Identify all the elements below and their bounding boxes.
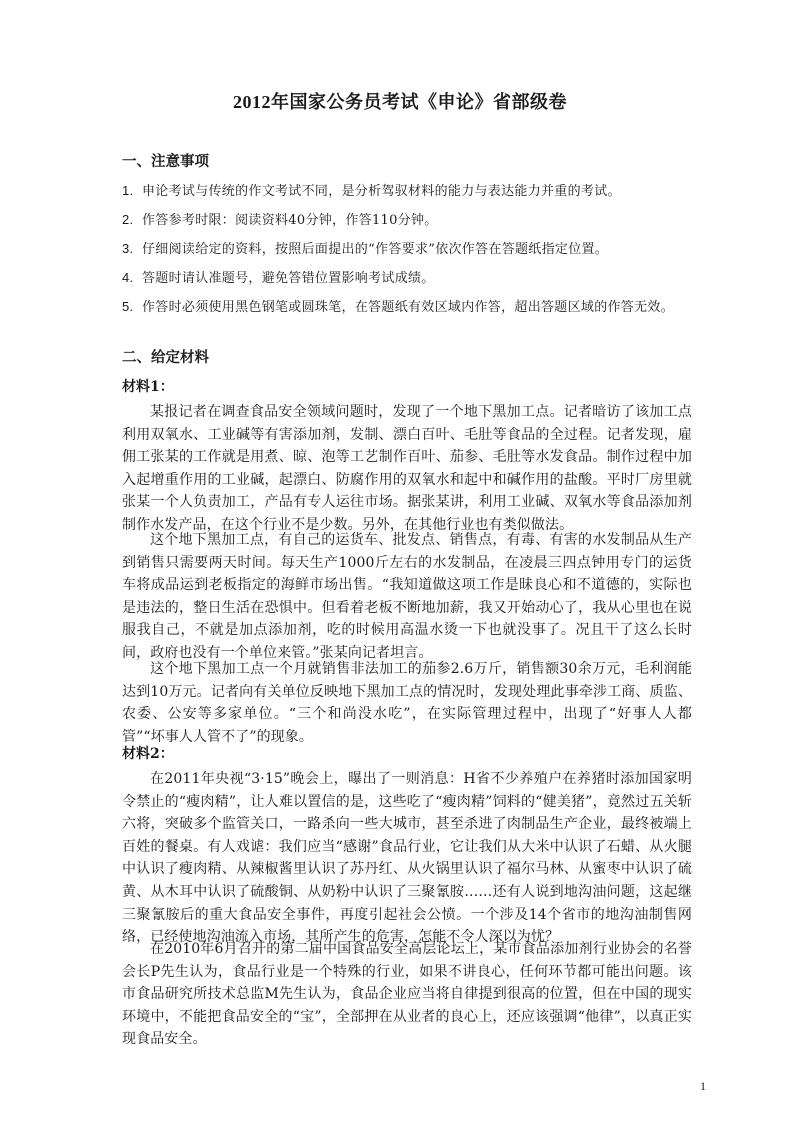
notice-item-text: 作答时必须使用黑色钢笔或圆珠笔，在答题纸有效区域内作答，超出答题区域的作答无效。 [142, 300, 675, 315]
material-2-paragraph-1: 在2011年央视“3·15”晚会上，曝出了一则消息：H省不少养殖户在养猪时添加国家明令禁止的“瘦肉精”，让人难以置信的是，这些吃了“瘦肉精”饲料的“健美猪”，竟然过五关斩六将，突破多个监管关口，一路杀向一些大城市，甚至杀进了肉制品生产企业，最终被端上百姓的餐桌。有人戏谑：我们应当“感谢”食品行业，它让我们从大米中认识了石蜡、从火腿中认识了瘦肉精、从辣椒酱里认识了苏丹红、从火锅里认识了福尔马林、从蜜枣中认识了硫黄、从木耳中认识了硫酸铜、从奶粉中认识了三聚氰胺……还有人说到地沟油问题，这起继三聚氰胺后的重大食品安全事件，再度引起社会公愤。一个涉及14个省市的地沟油制售网络，已经使地沟油流入市场，其所产生的危害，怎能不令人深以为忧？ [122, 771, 692, 946]
notice-item [122, 267, 435, 286]
notice-item-number: 1. [122, 183, 134, 198]
notice-item [122, 296, 674, 315]
section-heading-materials: 二、给定材料 [122, 349, 209, 366]
notice-item-number: 5. [122, 299, 134, 314]
notice-item-text: 申论考试与传统的作文考试不同，是分析驾驭材料的能力与表达能力并重的考试。 [142, 184, 621, 199]
section-heading-notice: 一、注意事项 [122, 153, 209, 170]
notice-item-number: 3. [122, 241, 134, 256]
page-number: 1 [700, 1079, 706, 1093]
notice-item-text: 仔细阅读给定的资料，按照后面提出的“作答要求”依次作答在答题纸指定位置。 [142, 242, 609, 257]
notice-item [122, 238, 608, 257]
notice-item-text: 作答参考时限：阅读资料40分钟，作答110分钟。 [142, 213, 438, 228]
notice-item-number: 2. [122, 212, 134, 227]
notice-item-text: 答题时请认准题号，避免答错位置影响考试成绩。 [142, 271, 435, 286]
material-2-paragraph-2: 在2010年6月召开的第二届中国食品安全高层论坛上，某市食品添加剂行业协会的名誉会长P先生认为，食品行业是一个特殊的行业，如果不讲良心，任何环节都可能出问题。该市食品研究所技术总监M先生认为，食品企业应当将自律提到很高的位置，但在中国的现实环境中，不能把食品安全的“宝”，全部押在从业者的良心上，还应该强调“他律”，以真正实现食品安全。 [122, 941, 692, 1048]
notice-item [122, 180, 621, 199]
page-title: 2012年国家公务员考试《申论》省部级卷 [233, 92, 567, 112]
notice-item [122, 209, 438, 228]
material-2-heading: 材料2： [122, 746, 174, 762]
material-1-heading: 材料1： [122, 379, 174, 395]
material-1-paragraph-3: 这个地下黑加工点一个月就销售非法加工的茄参2.6万斤，销售额30余万元，毛利润能达到10万元。记者向有关单位反映地下黑加工点的情况时，发现处理此事牵涉工商、质监、农委、公安等多家单位。“三个和尚没水吃”，在实际管理过程中，出现了“好事人人都管”“坏事人人管不了”的现象。 [122, 661, 692, 745]
notice-item-number: 4. [122, 270, 134, 285]
material-1-paragraph-2: 这个地下黑加工点，有自己的运货车、批发点、销售点，有毒、有害的水发制品从生产到销售只需要两天时间。每天生产1000斤左右的水发制品，在凌晨三四点钟用专门的运货车将成品运到老板指定的海鲜市场出售。“我知道做这项工作是昧良心和不道德的，实际也是违法的，整日生活在恐惧中。但看着老板不断地加薪，我又开始动心了，我从心里也在说服我自己，不就是加点添加剂，吃的时候用高温水烫一下也就没事了。况且干了这么长时间，政府也没有一个单位来管。”张某向记者坦言。 [122, 532, 692, 661]
material-1-paragraph-1: 某报记者在调查食品安全领域问题时，发现了一个地下黑加工点。记者暗访了该加工点利用双氧水、工业碱等有害添加剂，发制、漂白百叶、毛肚等食品的全过程。记者发现，雇佣工张某的工作就是用煮、晾、泡等工艺制作百叶、茄参、毛肚等水发食品。制作过程中加入起增重作用的工业碱，起漂白、防腐作用的双氧水和起中和碱作用的盐酸。平时厂房里就张某一个人负责加工，产品有专人运往市场。据张某讲，利用工业碱、双氧水等食品添加剂制作水发产品，在这个行业不是少数。另外，在其他行业也有类似做法。 [122, 404, 692, 533]
